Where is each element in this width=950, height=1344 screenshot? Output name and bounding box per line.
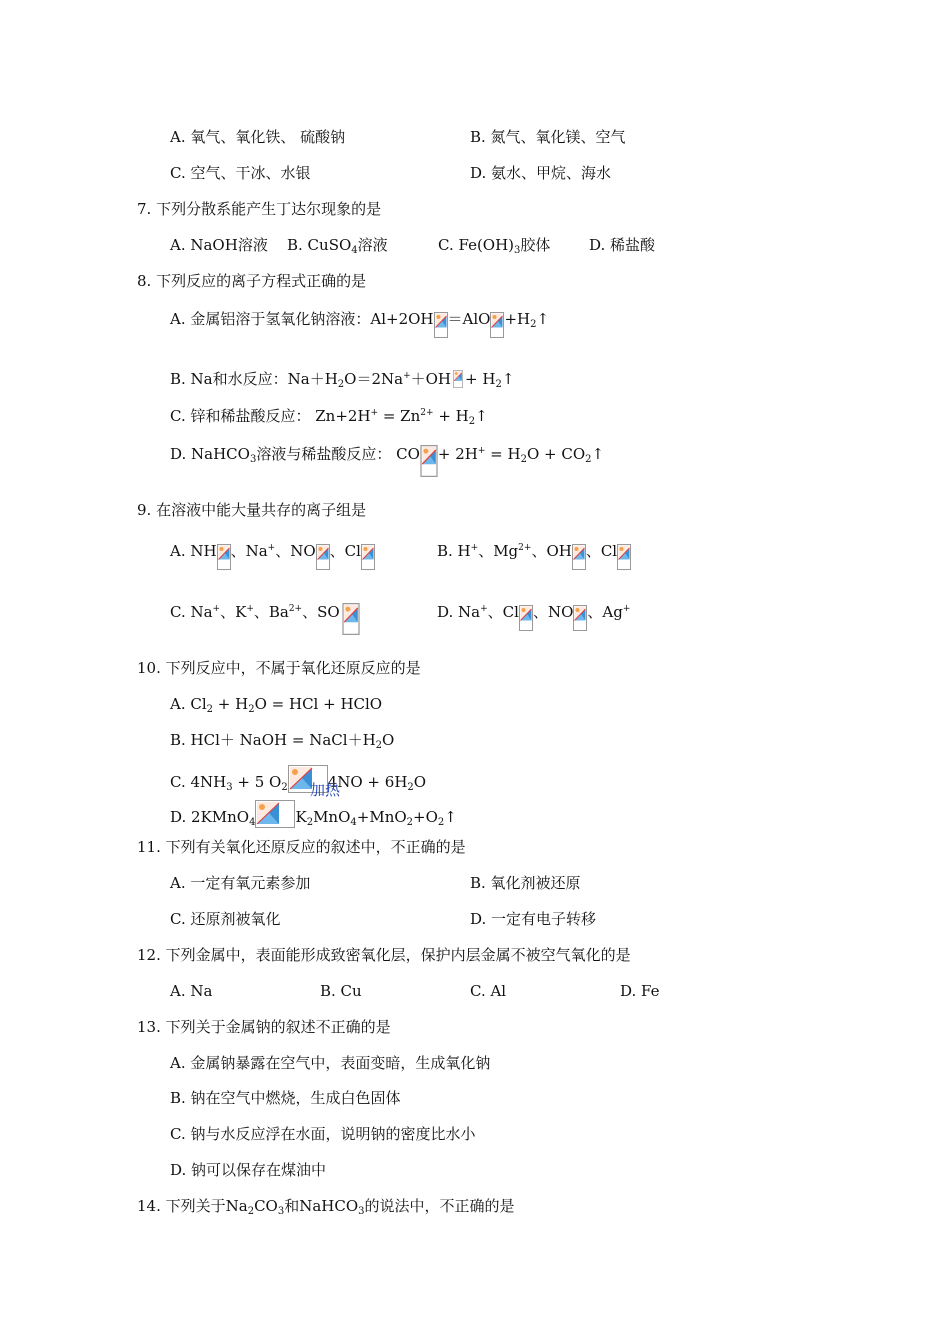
heating-condition-label: 加热 xyxy=(310,781,341,799)
q9-option-d: D. Na+、Cl 、NO 、Ag+ xyxy=(437,599,630,631)
q7-option-a: A. NaOH溶液 xyxy=(170,236,268,254)
q8-option-b: B. Na和水反应：$Na+H_2O=2Na^++OH$ + $H_2↑$ xyxy=(170,370,515,390)
q13-option-d: D. 钠可以保存在煤油中 xyxy=(170,1161,327,1179)
q12-option-b: B. Cu xyxy=(320,982,362,1000)
formula-image-icon xyxy=(490,312,504,338)
q8-stem: 8. 下列反应的离子方程式正确的是 xyxy=(137,272,367,290)
formula-image-icon xyxy=(316,544,330,570)
q7-option-d: D. 稀盐酸 xyxy=(589,236,656,254)
q10-option-a: A. $Cl_2 + H_2O$ = HCl + HClO xyxy=(170,695,383,715)
q10-option-d: D. 2KMnO$_4$ $K_2MnO_4+MnO_2+O_2↑$ xyxy=(170,800,457,833)
q10-stem: 10. 下列反应中，不属于氧化还原反应的是 xyxy=(137,659,421,677)
formula-image-icon xyxy=(617,544,631,570)
q6-option-b: B. 氮气、氧化镁、空气 xyxy=(470,128,626,146)
q13-option-c: C. 钠与水反应浮在水面，说明钠的密度比水小 xyxy=(170,1125,476,1143)
q7-stem: 7. 下列分散系能产生丁达尔现象的是 xyxy=(137,200,382,218)
q12-option-c: C. Al xyxy=(470,982,507,1000)
q11-option-b: B. 氧化剂被还原 xyxy=(470,874,581,892)
q6-option-c: C. 空气、干冰、水银 xyxy=(170,164,311,182)
q9-option-a: A. NH 、Na+、NO 、Cl xyxy=(170,538,375,570)
q6-option-d: D. 氨水、甲烷、海水 xyxy=(470,164,612,182)
q11-option-a: A. 一定有氧元素参加 xyxy=(170,874,311,892)
formula-image-icon xyxy=(434,312,448,338)
q7-option-b: B. CuSO$_4$溶液 xyxy=(287,236,388,256)
q12-stem: 12. 下列金属中，表面能形成致密氧化层，保护内层金属不被空气氧化的是 xyxy=(137,946,631,964)
q8-option-a: A. 金属铝溶于氢氧化钠溶液：Al+2OH ＝AlO $+H_2↑$ xyxy=(170,309,549,338)
q11-stem: 11. 下列有关氧化还原反应的叙述中，不正确的是 xyxy=(137,838,466,856)
q11-option-d: D. 一定有电子转移 xyxy=(470,910,597,928)
formula-image-icon xyxy=(361,544,375,570)
q11-option-c: C. 还原剂被氧化 xyxy=(170,910,281,928)
q8-option-c: C. 锌和稀盐酸反应： $Zn+2H^+ = Zn^{2+}$ + $H_2↑$ xyxy=(170,407,488,427)
q10-option-b: B. HCl＋ NaOH = $NaCl+H_2O$ xyxy=(170,731,395,751)
q14-stem: 14. 下列关于$Na_2CO_3$和NaHCO$_3$的说法中，不正确的是 xyxy=(137,1197,515,1217)
formula-image-icon xyxy=(420,445,438,477)
q13-stem: 13. 下列关于金属钠的叙述不正确的是 xyxy=(137,1018,391,1036)
q12-option-d: D. Fe xyxy=(620,982,660,1000)
q13-option-a: A. 金属钠暴露在空气中，表面变暗，生成氧化钠 xyxy=(170,1054,491,1072)
reaction-arrow-image-icon xyxy=(255,800,295,828)
formula-image-icon xyxy=(573,605,587,631)
q6-option-a: A. 氧气、氧化铁、 硫酸钠 xyxy=(170,128,346,146)
formula-image-icon xyxy=(217,544,231,570)
q13-option-b: B. 钠在空气中燃烧，生成白色固体 xyxy=(170,1089,401,1107)
formula-image-icon xyxy=(519,605,533,631)
q12-option-a: A. Na xyxy=(170,982,213,1000)
formula-image-icon xyxy=(451,370,465,388)
q9-stem: 9. 在溶液中能大量共存的离子组是 xyxy=(137,501,367,519)
q7-option-c: C. $Fe(OH)_3$胶体 xyxy=(438,236,551,256)
q10-option-c: C. $4NH_3 + 5$ $O_2$ $4NO + 6H_2O$ xyxy=(170,765,426,798)
formula-image-icon xyxy=(340,603,362,635)
q9-option-c: C. Na+、K+、$Ba^{2+}$、SO xyxy=(170,599,362,635)
formula-image-icon xyxy=(572,544,586,570)
q9-option-b: B. H+、$Mg^{2+}$、OH 、Cl xyxy=(437,538,631,570)
q8-option-d: D. NaHCO$_3$溶液与稀盐酸反应： CO + $2H^+ = H_2O$ + $CO_2↑$ xyxy=(170,441,604,477)
